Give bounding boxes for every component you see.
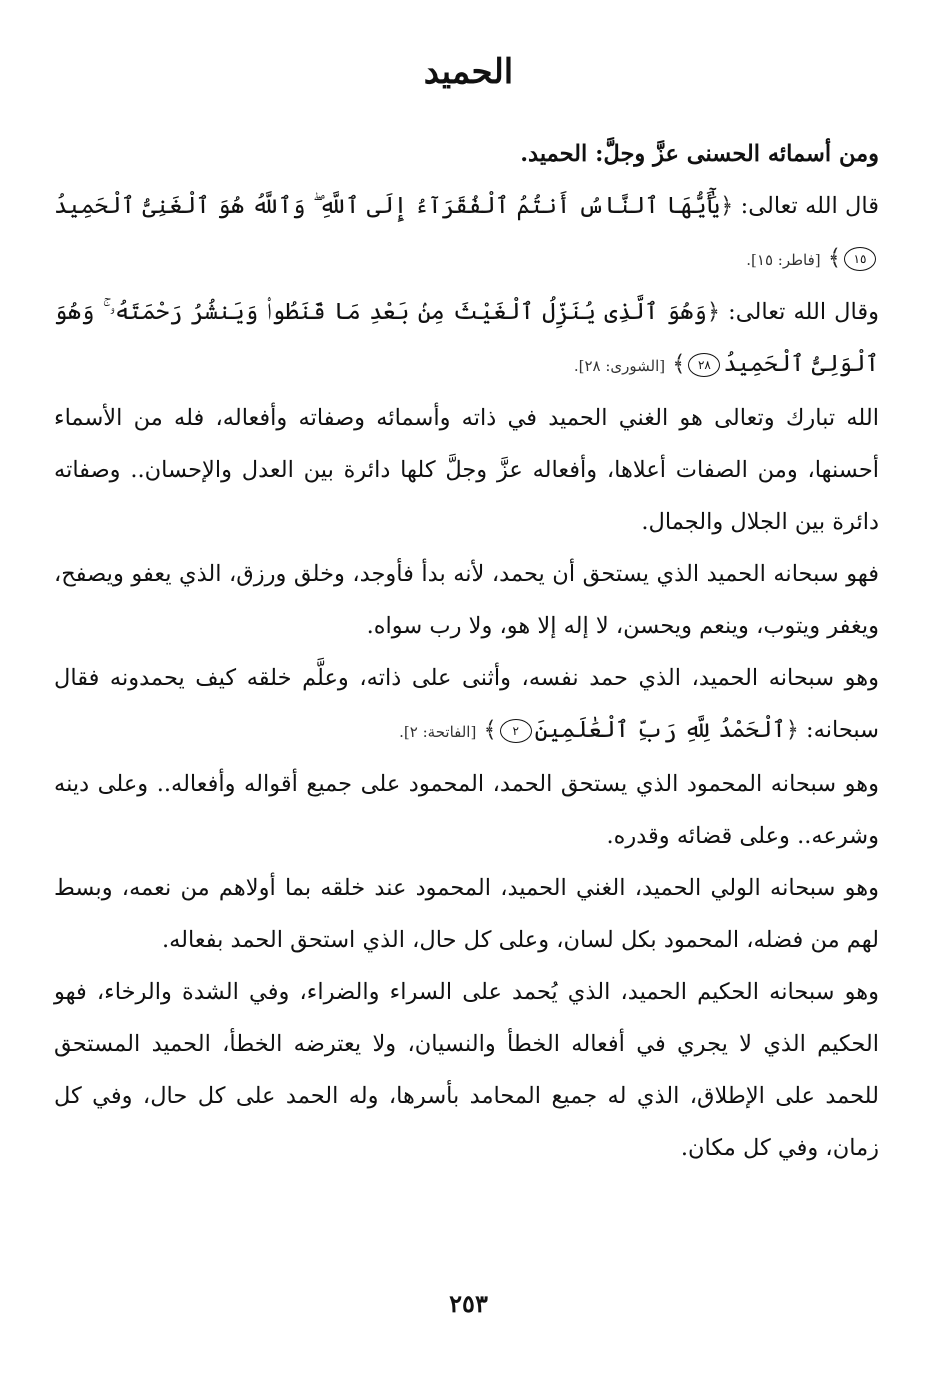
verse-shura-paragraph <box>54 286 879 392</box>
verse-fatir-reference: [فاطر: ١٥]. <box>746 251 821 269</box>
verse-fatir-open-bracket: ﴿ <box>720 193 734 219</box>
verse-fatiha-reference: [الفاتحة: ٢]. <box>399 723 477 741</box>
verse-fatiha-text: ٱلْحَمْدُ لِلَّهِ رَبِّ ٱلْعَٰلَمِينَ <box>534 717 786 743</box>
verse-shura-text: وَهُوَ ٱلَّذِى يُنَزِّلُ ٱلْغَيْثَ مِنۢ بَعْدِ مَا قَنَطُوا۟ وَيَنشُرُ رَحْمَتَهُۥ ۚ وَهُوَ ٱلْوَلِىُّ ٱلْحَمِيدُ <box>54 299 879 377</box>
verse-fatir-lead: قال الله تعالى: <box>733 193 879 219</box>
ayah-number-marker: ١٥ <box>844 247 876 271</box>
page-number: ٢٥٣ <box>449 1289 488 1318</box>
page-body <box>54 128 879 1174</box>
paragraph-praised-himself-text: وهو سبحانه الحميد، الذي حمد نفسه، وأثنى على ذاته، وعلَّم خلقه كيف يحمدونه فقال سبحانه: <box>54 665 879 743</box>
verse-fatir-close-bracket: ﴾ <box>827 245 841 271</box>
paragraph-praised-himself <box>54 652 879 758</box>
intro-line: ومن أسمائه الحسنى عزَّ وجلَّ: الحميد. <box>520 141 879 167</box>
verse-fatir-paragraph <box>54 180 879 286</box>
verse-fatir-text: يَٰٓأَيُّهَا ٱلنَّاسُ أَنتُمُ ٱلْفُقَرَآءُ إِلَى ٱللَّهِ ۖ وَٱللَّهُ هُوَ ٱلْغَنِىُّ ٱلْحَمِيدُ <box>54 193 721 219</box>
ayah-number-marker: ٢ <box>500 719 532 743</box>
verse-shura-lead: وقال الله تعالى: <box>720 299 879 325</box>
verse-fatiha-open-bracket: ﴿ <box>785 717 799 743</box>
paragraph-praised-one: وهو سبحانه المحمود الذي يستحق الحمد، المحمود على جميع أقواله وأفعاله.. وعلى دينه وشرعه.. وعلى قضائه وقدره. <box>54 771 879 849</box>
verse-shura-open-bracket: ﴿ <box>706 299 721 325</box>
page-title: الحميد <box>423 52 514 92</box>
ayah-number-marker: ٢٨ <box>688 353 720 377</box>
paragraph-attributes: الله تبارك وتعالى هو الغني الحميد في ذاته وأسمائه وصفاته وأفعاله، فله من الأسماء أحسنها، ومن الصفات أعلاها، وأفعاله عزَّ وجلَّ كلها دائرة بين العدل والإحسان.. وصفاته دائرة بين الجلال والجمال. <box>54 405 879 535</box>
paragraph-wise: وهو سبحانه الحكيم الحميد، الذي يُحمد على السراء والضراء، وفي الشدة والرخاء، فهو الحكيم الذي لا يجري في أفعاله الخطأ والنسيان، ولا يعترضه الخطأ، الحميد المستحق للحمد على الإطلاق، الذي له جميع المحامد بأسرها، وله الحمد على كل حال، وفي كل زمان، وفي كل مكان. <box>54 979 879 1161</box>
verse-shura-reference: [الشورى: ٢٨]. <box>573 357 666 375</box>
paragraph-guardian: وهو سبحانه الولي الحميد، الغني الحميد، المحمود عند خلقه بما أولاهم من نعمه، وبسط لهم من فضله، المحمود بكل لسان، وعلى كل حال، الذي استحق الحمد بفعاله. <box>54 875 879 953</box>
verse-fatiha-close-bracket: ﴾ <box>483 717 497 743</box>
verse-shura-close-bracket: ﴾ <box>672 351 686 377</box>
paragraph-deserving-praise: فهو سبحانه الحميد الذي يستحق أن يحمد، لأنه بدأ فأوجد، وخلق ورزق، الذي يعفو ويصفح، ويغفر ويتوب، وينعم ويحسن، لا إله إلا هو، ولا رب سواه. <box>54 561 879 639</box>
